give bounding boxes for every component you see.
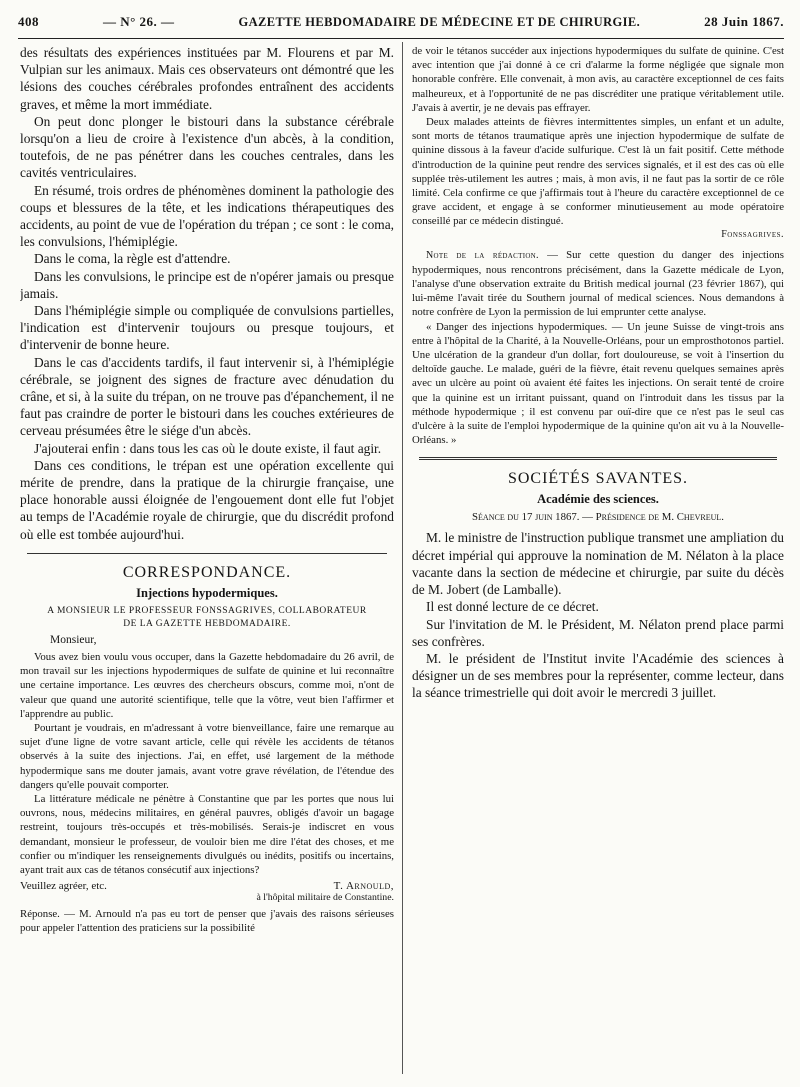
paragraph: Dans ces conditions, le trépan est une opération excellente qui mérite de prendre, dans la pratique de la chirurgie française, une place honorable aussi éloignée de l'engouement dont elle fut l'objet au temps de l'Académie royale de chirurgie, que du discrédit profond où elle est tombée aujourd'hui. [20,457,394,542]
seance-line: Séance du 17 juin 1867. — Présidence de M. Chevreul. [472,511,724,524]
page-header [18,14,784,30]
paragraph: de voir le tétanos succéder aux injections hypodermiques du sulfate de quinine. C'est avec intention que j'ai donné à ce cri d'alarme la forme négligée que signale mon honorable confrère. Elle convenait, à mon avis, au caractère exceptionnel de ces faits malheureux, et à l'opportunité de ne pas discréditer une pratique véritablement utile. J'avais à avertir, je ne devais pas effrayer. [412,45,784,114]
note-text: — Sur cette question du danger des injections hypodermiques, nous rencontrons précisément, dans la Gazette médicale de Lyon, l'analyse d'une observation extraite du British medical journal (23 février 1867), qui lui-même l'avait tirée du Southern journal of medical sciences. Nous demandons à notre confrère de Lyon la permission de lui emprunter cette analyse. [412,248,784,319]
societes-body [412,529,784,701]
address-line: A MONSIEUR LE PROFESSEUR FONSSAGRIVES, COLLABORATEUR [47,605,367,616]
section-separator [27,553,386,554]
section-subtitle: Académie des sciences. [537,492,659,507]
paragraph: Dans le cas d'accidents tardifs, il faut intervenir si, à l'hémiplégie cérébrale, se joignent des signes de fracture avec dénudation du crâne, et si, à la suite du trépan, on ne trouve pas d'épanchement, il ne faut pas craindre de porter le bistouri dans les couches extérieures de cerveau présumées être le siége d'un abcès. [20,354,394,439]
signature-name: T. Arnould, [333,880,394,893]
column-divider [402,42,403,1074]
letter-signature [20,880,394,903]
note-label: Note de la rédaction. [426,249,539,261]
left-column [20,44,394,1074]
section-separator [419,457,776,460]
letter-address [20,605,394,631]
reply-continuation [412,44,784,229]
signature-block [256,880,394,903]
note-quote: « Danger des injections hypodermiques. — Un jeune Suisse de vingt-trois ans entre à l'hôpital de la Charité, à la Nouvelle-Orléans, pour un emprosthotonos partiel. Une ulcération de la grandeur d'un dollar, fort douloureuse, se voit à l'insertion du deltoïde gauche. Le malade, guéri de la fièvre, était revenu quelques semaines après avec un ulcère au point où avaient été faites les injections. On serait tenté de croire que la quinine est un irritant puissant, quand on l'introduit dans les tissus par la méthode hypodermique ; il est convenu par ouï-dire que ce n'est pas le seul cas d'ulcère à la suite de l'emploi hypodermique de la quinine qu'on ait vu à la Nouvelle-Orléans. » [412,320,784,447]
paragraph: M. le président de l'Institut invite l'Académie des sciences à désigner un de ses membres pour la représenter, comme lecteur, dans la séance trimestrielle qui doit avoir le mercredi 3 juillet. [412,650,784,701]
paragraph: Dans le coma, la règle est d'attendre. [34,251,231,267]
signature-place: à l'hôpital militaire de Constantine. [256,892,394,904]
paragraph: Dans l'hémiplégie simple ou compliquée de convulsions partielles, l'indication est d'intervenir toujours ou presque toujours, et d'intervenir de bonne heure. [20,303,394,353]
section-title: SOCIÉTÉS SAVANTES. [507,470,689,488]
paragraph: des résultats des expériences instituées par M. Flourens et par M. Vulpian sur les animaux. Mais ces observateurs ont démontré que les lésions des couches cérébrales profondes entraînent des accidents graves, et même la mort immédiate. [20,45,394,112]
paragraph: J'ajouterai enfin : dans tous les cas où le doute existe, il faut agir. [34,440,382,456]
page-number: 408 [18,14,39,29]
reply-paragraph: Réponse. — M. Arnould n'a pas eu tort de penser que j'avais des raisons sérieuses pour appeler l'attention des praticiens sur la possibilité [20,908,394,935]
issue-date: 28 Juin 1867. [704,14,784,29]
paragraph: Pourtant je voudrais, en m'adressant à votre bienveillance, faire une remarque au sujet d'une ligne de votre savant article, celle qui révèle les accidents de tétanos observés à la suite des injections. J'ai, en effet, usé largement de la méthode hypodermique sans me douter jamais, avant votre grave révélation, de l'étendue des dangers qu'elle pouvait comporter. [20,721,394,791]
paragraph: La littérature médicale ne pénètre à Constantine que par les portes que nous lui ouvrons, nous, médecins militaires, en général pauvres, obligés d'avoir un bagage restreint, toujours très-occupés et très-mobilisés. Serais-je indiscret en vous demandant, monsieur le professeur, de vouloir bien me dire l'état des choses, et me confier ou m'indiquer les renseignements divulgués ou inédits, positifs ou incertains, ayant trait aux cas de tétanos consécutif aux injections? [20,792,394,876]
paragraph: Vous avez bien voulu vous occuper, dans la Gazette hebdomadaire du 26 avril, de mon travail sur les injections hypodermiques de sulfate de quinine et lui reconnaître une certaine importance. Les œuvres des chercheurs obscurs, comme moi, n'ont de valeur que quand une autorité scientifique, telle que la vôtre, veut bien l'affirmer et l'apprendre au public. [20,650,394,720]
section-subtitle: Injections hypodermiques. [136,585,278,600]
editorial-note [412,248,784,448]
paragraph: M. le ministre de l'instruction publique transmet une ampliation du décret impérial qui approuve la nomination de M. Nélaton à la place vacante dans la section de médecine et chirurgie, par suite du décès de M. Jobert (de Lamballe). [412,530,784,598]
letter-closing: Veuillez agréer, etc. [20,880,107,893]
header-rule [18,38,784,39]
journal-title: GAZETTE HEBDOMADAIRE DE MÉDECINE ET DE CHIRURGIE. [238,15,641,29]
reply-signature: Fonssagrives. [721,228,784,240]
paragraph: En résumé, trois ordres de phénomènes dominent la pathologie des coups et blessures de la tête, et les indications thérapeutiques des accidents, au point de vue de l'opération du trépan ; ce sont : le coma, les convulsions, l'hémiplégie. [20,182,394,250]
issue-number: — N° 26. — [102,14,175,29]
paragraph: Il est donné lecture de ce décret. [426,599,599,615]
paragraph: Dans les convulsions, le principe est de n'opérer jamais ou presque jamais. [20,268,394,301]
societes-section [412,470,784,701]
address-line: DE LA GAZETTE HEBDOMADAIRE. [123,618,291,629]
paragraph: Deux malades atteints de fièvres intermittentes simples, un enfant et un adulte, sont morts de tétanos traumatique après une injection hypodermique de sulfate de quinine dissous à la faveur d'acide sulfurique. C'est là un fait positif. Cette méthode d'introduction de la quinine peut rendre des services signalés, et il est des cas où elle supplée très-utilement les autres ; mais, à mon avis, il ne faut pas la sortir de ce rôle limité. Cela confirme ce que j'affirmais tout à l'heure du caractère exceptionnel de ce grave accident, et engage à se conformer minutieusement au mode opératoire conseillé par ce médecin distingué. [412,116,784,228]
reply-start [20,907,394,935]
letter-body [20,650,394,877]
right-column [412,44,784,1074]
correspondance-section [20,564,394,936]
letter-salutation: Monsieur, [50,633,97,646]
paragraph: Sur l'invitation de M. le Président, M. Nélaton prend place parmi ses confrères. [412,616,784,649]
article-conclusion [20,44,394,543]
section-title: CORRESPONDANCE. [122,563,292,581]
paragraph: On peut donc plonger le bistouri dans la substance cérébrale lorsqu'on a lieu de croire à l'existence d'un abcès, à la condition, toutefois, de ne pas pénétrer dans les couches centrales, dans les cavités ventriculaires. [20,113,394,181]
